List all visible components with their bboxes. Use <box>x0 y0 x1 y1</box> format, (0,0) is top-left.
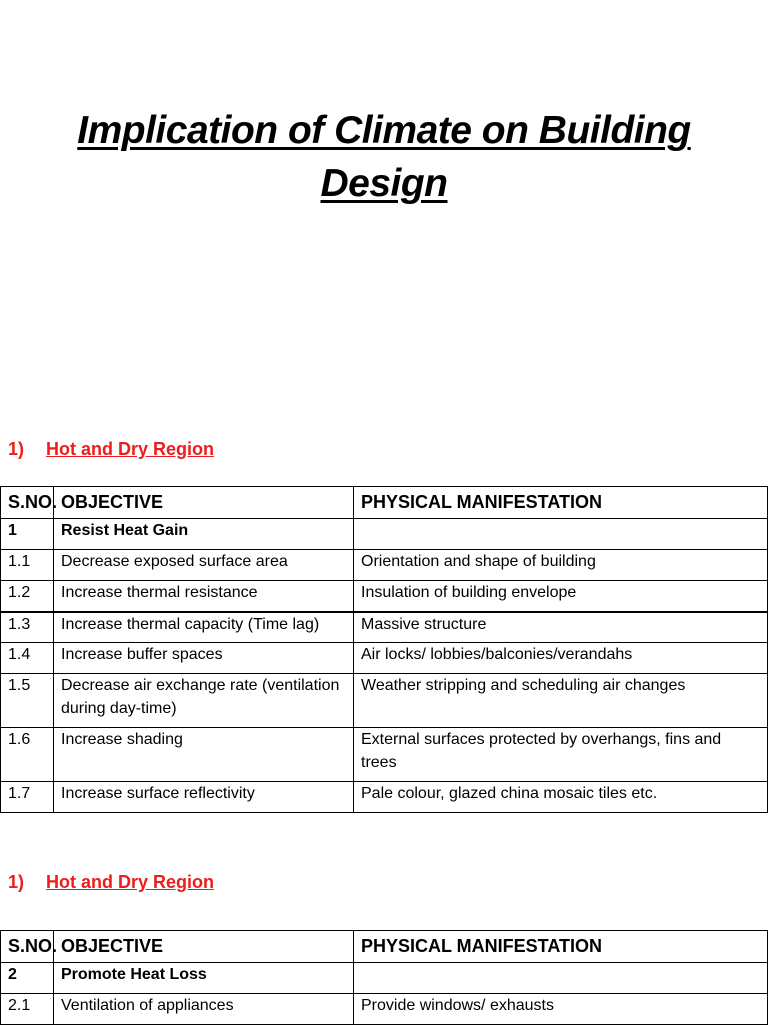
section-title: Hot and Dry Region <box>46 439 215 459</box>
table-row <box>1 550 768 581</box>
section-number: 1) <box>8 439 25 459</box>
column-header-manifestation: PHYSICAL MANIFESTATION <box>354 931 768 963</box>
section-title: Hot and Dry Region <box>46 872 215 892</box>
column-header-objective: OBJECTIVE <box>54 487 354 519</box>
section-heading-2 <box>8 871 214 893</box>
cell-manifestation: Orientation and shape of building <box>354 550 768 581</box>
column-header-manifestation: PHYSICAL MANIFESTATION <box>354 487 768 519</box>
title-line-1: Implication of Climate on Building <box>77 109 691 152</box>
cell-manifestation: Insulation of building envelope <box>354 581 768 612</box>
table-row <box>1 643 768 674</box>
page-title <box>0 104 768 210</box>
table-row <box>1 674 768 728</box>
cell-sno: 1.1 <box>1 550 54 581</box>
cell-manifestation: Air locks/ lobbies/balconies/verandahs <box>354 643 768 674</box>
cell-objective: Increase shading <box>54 728 354 782</box>
column-header-sno: S.NO. <box>1 931 54 963</box>
table-header-row <box>1 487 768 519</box>
cell-manifestation: Provide windows/ exhausts <box>354 994 768 1025</box>
cell-sno: 2.1 <box>1 994 54 1025</box>
column-header-sno: S.NO. <box>1 487 54 519</box>
column-header-objective: OBJECTIVE <box>54 931 354 963</box>
climate-table-1 <box>0 486 768 813</box>
cell-sno: 1.6 <box>1 728 54 782</box>
cell-sno: 1.7 <box>1 782 54 813</box>
title-line-2: Design <box>320 162 448 205</box>
table-row <box>1 963 768 994</box>
table-row <box>1 994 768 1025</box>
cell-objective: Increase buffer spaces <box>54 643 354 674</box>
section-heading-1 <box>8 438 214 460</box>
cell-sno: 1.3 <box>1 612 54 643</box>
cell-objective: Resist Heat Gain <box>54 519 354 550</box>
cell-manifestation: Weather stripping and scheduling air changes <box>354 674 768 728</box>
cell-objective: Increase thermal capacity (Time lag) <box>54 612 354 643</box>
cell-manifestation: External surfaces protected by overhangs, fins and trees <box>354 728 768 782</box>
table-row <box>1 782 768 813</box>
cell-manifestation <box>354 519 768 550</box>
cell-manifestation <box>354 963 768 994</box>
cell-sno: 1 <box>1 519 54 550</box>
section-number: 1) <box>8 872 25 892</box>
table-row <box>1 581 768 612</box>
table-header-row <box>1 931 768 963</box>
cell-sno: 1.5 <box>1 674 54 728</box>
cell-objective: Ventilation of appliances <box>54 994 354 1025</box>
cell-objective: Increase thermal resistance <box>54 581 354 612</box>
table-row <box>1 728 768 782</box>
cell-sno: 1.2 <box>1 581 54 612</box>
cell-sno: 2 <box>1 963 54 994</box>
climate-table-2 <box>0 930 768 1025</box>
cell-objective: Decrease air exchange rate (ventilation during day-time) <box>54 674 354 728</box>
cell-manifestation: Pale colour, glazed china mosaic tiles etc. <box>354 782 768 813</box>
cell-sno: 1.4 <box>1 643 54 674</box>
cell-objective: Decrease exposed surface area <box>54 550 354 581</box>
cell-objective: Promote Heat Loss <box>54 963 354 994</box>
table-row <box>1 612 768 643</box>
cell-manifestation: Massive structure <box>354 612 768 643</box>
table-row <box>1 519 768 550</box>
cell-objective: Increase surface reflectivity <box>54 782 354 813</box>
